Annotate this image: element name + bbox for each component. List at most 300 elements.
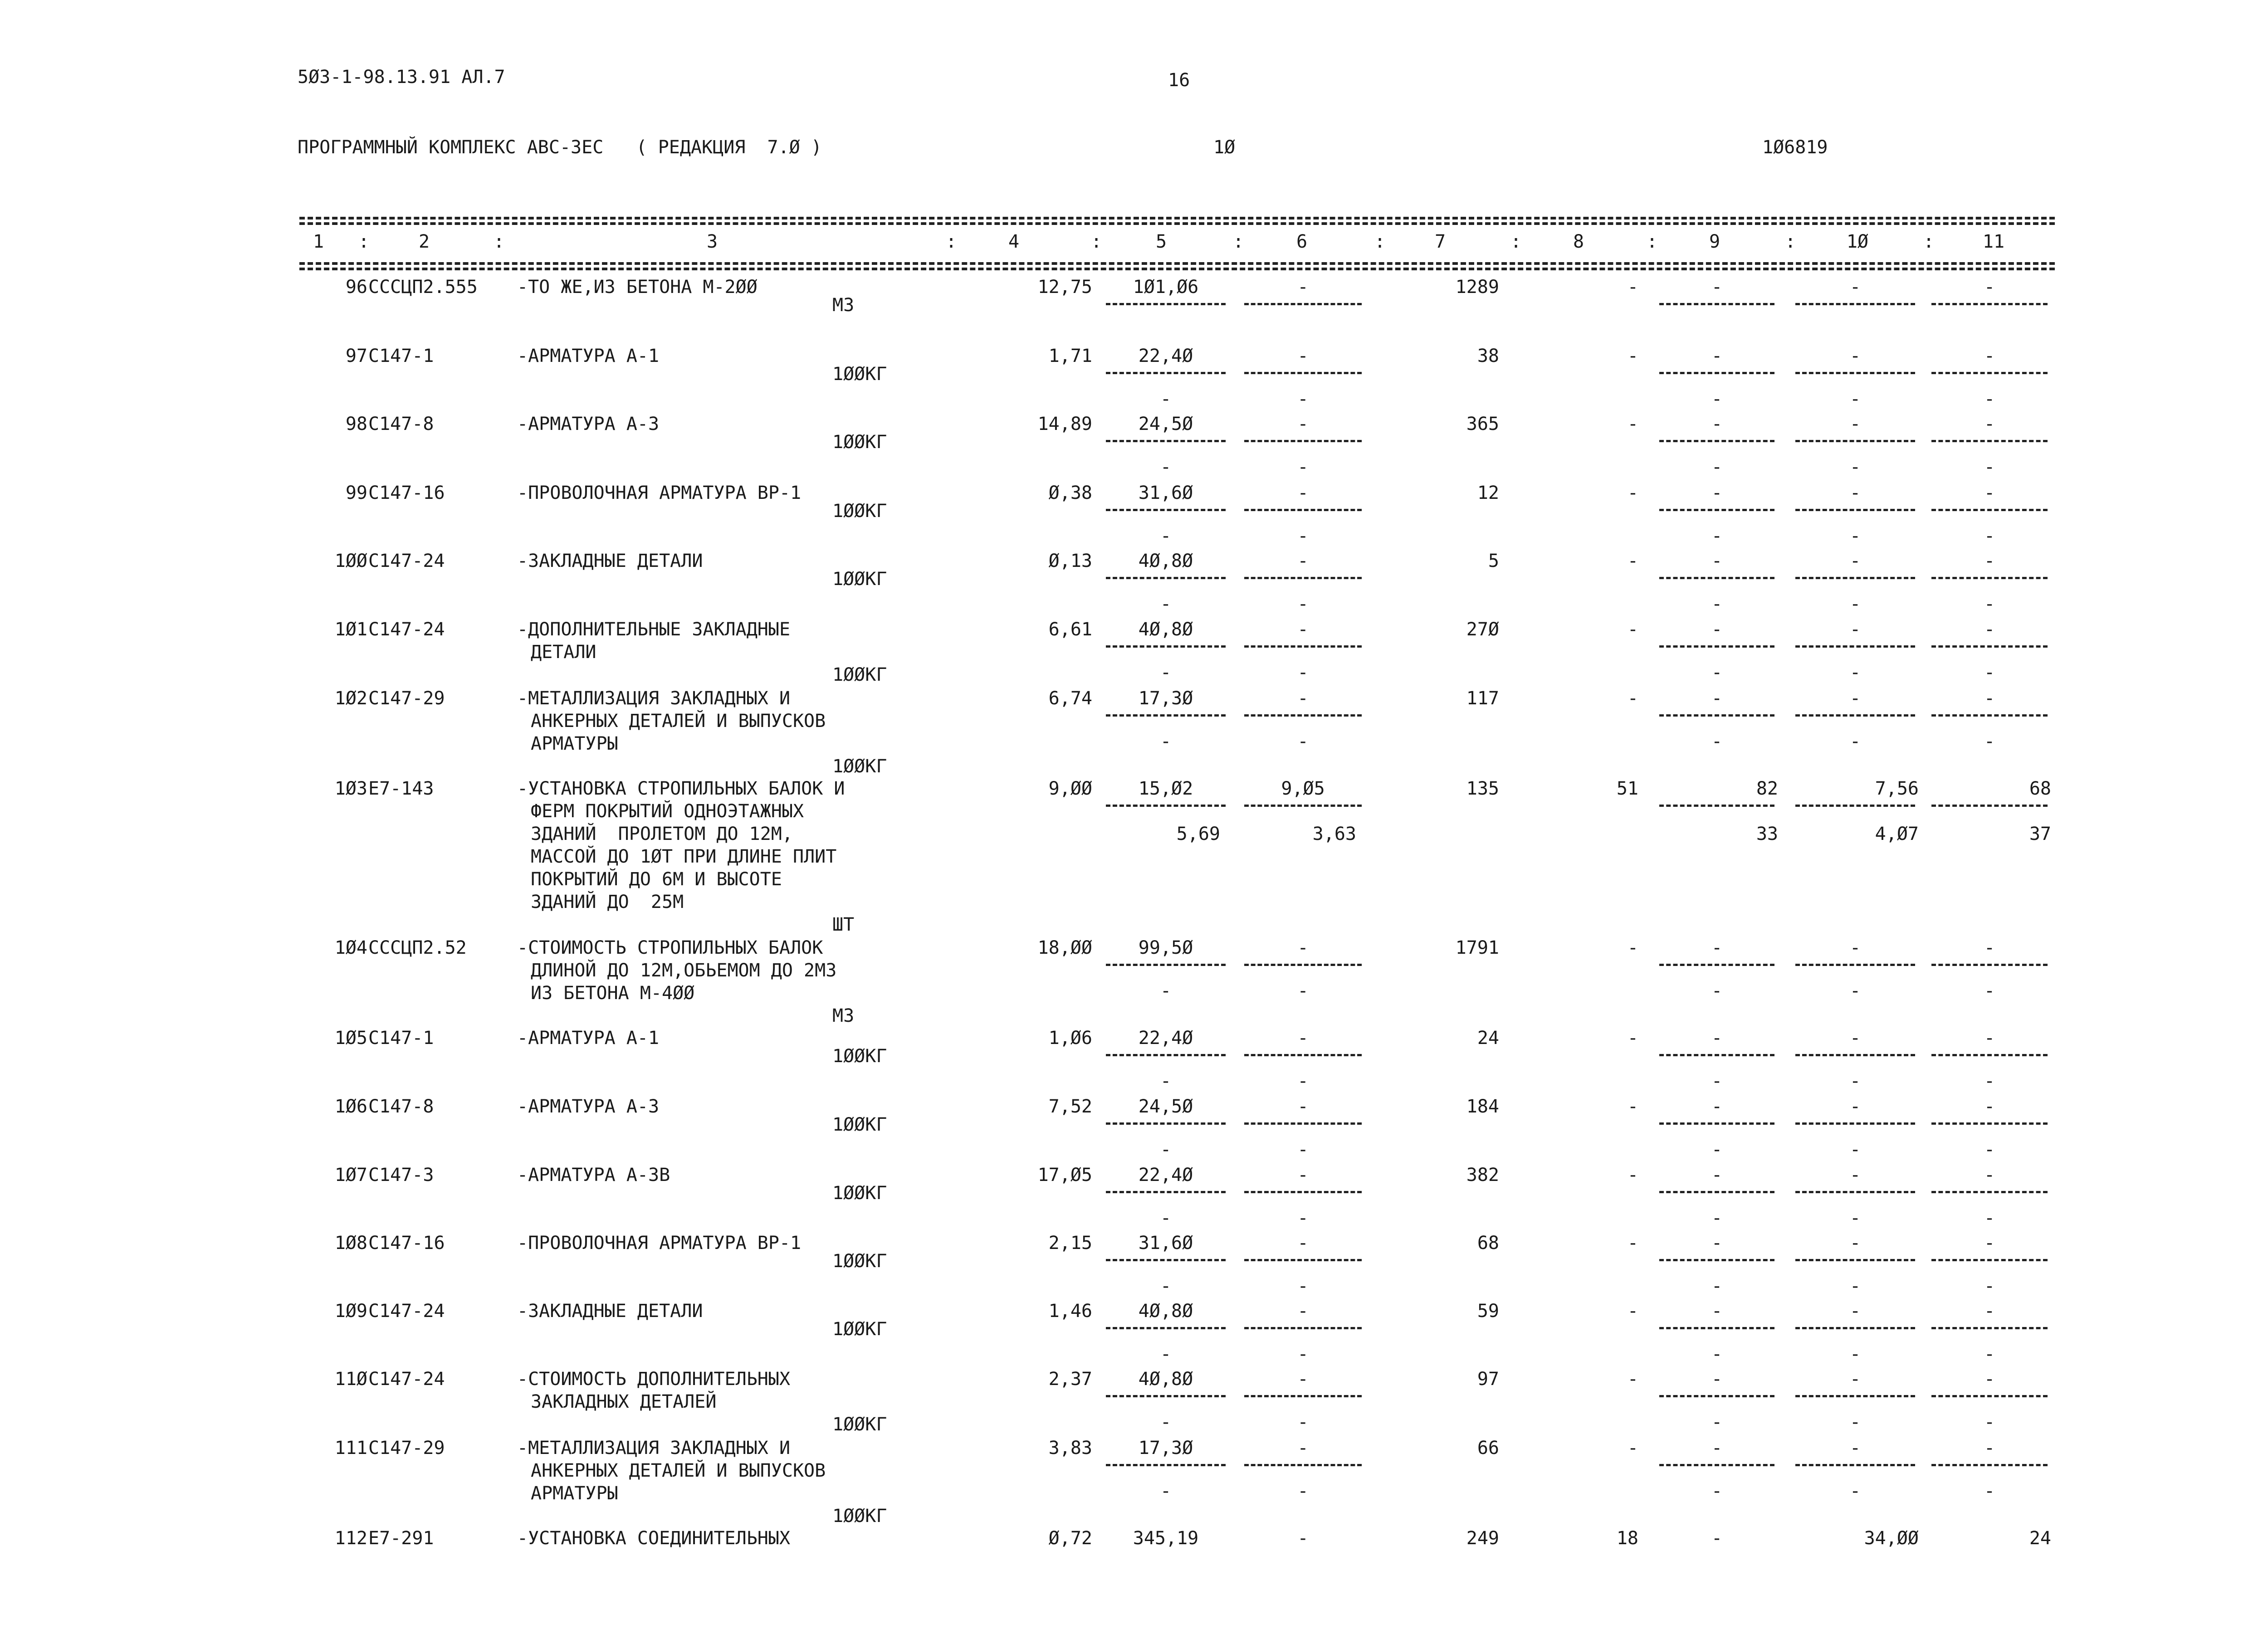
cell-rule [1795, 1054, 1915, 1056]
cell-col-5-secondary: - [1160, 1208, 1172, 1229]
cell-rule [1244, 1054, 1362, 1056]
row-number: 1ØØ [334, 551, 367, 571]
cell-col-7: 97 [1477, 1369, 1499, 1390]
cell-col-6-secondary: - [1297, 1344, 1309, 1365]
column-header-2: 2 [418, 231, 430, 252]
column-header-1: 1 [313, 231, 324, 252]
cell-col-10-secondary: - [1849, 1412, 1861, 1433]
row-code: С147-1 [368, 346, 434, 366]
row-code: СССЦП2.555 [368, 277, 478, 298]
cell-col-9-secondary: - [1711, 389, 1723, 410]
cell-col-10: - [1849, 277, 1861, 298]
cell-col-9-secondary: - [1711, 1344, 1723, 1365]
cell-col-5-secondary: 5,69 [1176, 824, 1220, 844]
row-unit: 1ØØКГ [832, 1046, 887, 1067]
cell-rule [1106, 1464, 1226, 1466]
cell-col-10: - [1849, 1369, 1861, 1390]
cell-col-6-secondary: - [1297, 1071, 1309, 1092]
cell-col-9: - [1711, 1438, 1723, 1459]
row-number: 1Ø3 [334, 778, 367, 799]
cell-col-7: 249 [1466, 1528, 1499, 1549]
cell-col-9: - [1711, 1233, 1723, 1254]
cell-col-9: - [1711, 414, 1723, 434]
cell-rule [1244, 1395, 1362, 1397]
cell-col-4: Ø,13 [1048, 551, 1092, 571]
cell-col-6-secondary: - [1297, 389, 1309, 410]
cell-col-6-secondary: - [1297, 731, 1309, 752]
cell-col-4: 6,74 [1048, 688, 1092, 709]
column-header-8: 8 [1573, 231, 1584, 252]
cell-col-6-secondary: - [1297, 526, 1309, 546]
cell-col-6: - [1297, 1528, 1309, 1549]
cell-col-10-secondary: - [1849, 731, 1861, 752]
cell-col-11: 24 [2029, 1528, 2051, 1549]
cell-rule [1795, 1395, 1915, 1397]
cell-col-8: - [1627, 1301, 1638, 1322]
cell-col-4: 2,15 [1048, 1233, 1092, 1254]
cell-col-8: - [1627, 1028, 1638, 1049]
cell-col-11: - [1984, 346, 1995, 366]
row-code: С147-24 [368, 1369, 445, 1390]
cell-col-9-secondary: - [1711, 1276, 1723, 1297]
cell-col-4: 12,75 [1037, 277, 1092, 298]
column-separator: : [1647, 231, 1658, 252]
row-code: С147-24 [368, 1301, 445, 1322]
cell-col-6-secondary: - [1297, 1276, 1309, 1297]
cell-rule [1244, 440, 1362, 442]
cell-col-9: - [1711, 1301, 1723, 1322]
cell-col-5: 24,5Ø [1138, 1096, 1193, 1117]
cell-col-9-secondary: - [1711, 1139, 1723, 1160]
cell-rule [1106, 303, 1226, 305]
column-header-7: 7 [1434, 231, 1446, 252]
row-unit: М3 [832, 295, 855, 316]
cell-rule [1931, 1191, 2048, 1193]
row-number: 112 [334, 1528, 367, 1549]
cell-rule [1659, 645, 1774, 648]
cell-col-5-secondary: - [1160, 389, 1172, 410]
cell-col-7: 5 [1488, 551, 1499, 571]
column-separator: : [946, 231, 957, 252]
cell-rule [1106, 372, 1226, 374]
cell-col-10-secondary: - [1849, 980, 1861, 1001]
program-line: ПРОГРАММНЫЙ КОМПЛЕКС АВС-3ЕС ( РЕДАКЦИЯ 7.Ø ) [298, 137, 822, 158]
cell-rule [1795, 1191, 1915, 1193]
row-code: С147-16 [368, 1233, 445, 1254]
row-description-line: ДЕТАЛИ [531, 642, 596, 663]
cell-rule [1795, 1464, 1915, 1466]
cell-rule [1795, 509, 1915, 511]
cell-col-7: 27Ø [1466, 619, 1499, 640]
row-code: С147-24 [368, 619, 445, 640]
cell-col-5: 4Ø,8Ø [1138, 551, 1193, 571]
cell-col-6: - [1297, 1369, 1309, 1390]
cell-rule [1795, 1327, 1915, 1329]
cell-col-5-secondary: - [1160, 1276, 1172, 1297]
cell-col-4: 1,71 [1048, 346, 1092, 366]
cell-col-9: - [1711, 483, 1723, 503]
cell-rule [1659, 440, 1774, 442]
cell-col-5: 17,3Ø [1138, 1438, 1193, 1459]
cell-rule [1795, 1259, 1915, 1261]
column-separator: : [1091, 231, 1102, 252]
cell-col-6: - [1297, 1233, 1309, 1254]
cell-rule [1659, 805, 1774, 807]
cell-col-7: 24 [1477, 1028, 1499, 1049]
cell-col-11-secondary: - [1984, 1071, 1995, 1092]
cell-rule [1659, 964, 1774, 966]
table-top-rule [299, 217, 2055, 220]
cell-col-5: 17,3Ø [1138, 688, 1193, 709]
cell-col-11-secondary: - [1984, 594, 1995, 615]
cell-col-11-secondary: - [1984, 731, 1995, 752]
cell-col-9-secondary: 33 [1756, 824, 1778, 844]
cell-col-5: 4Ø,8Ø [1138, 1369, 1193, 1390]
row-description-line: -СТОИМОСТЬ ДОПОЛНИТЕЛЬНЫХ [517, 1369, 791, 1390]
cell-col-11: - [1984, 277, 1995, 298]
cell-col-8: 18 [1616, 1528, 1638, 1549]
cell-col-6: - [1297, 937, 1309, 958]
cell-col-9-secondary: - [1711, 1481, 1723, 1502]
cell-col-6-secondary: - [1297, 662, 1309, 683]
row-unit: 1ØØКГ [832, 1251, 887, 1272]
row-description-line: -МЕТАЛЛИЗАЦИЯ ЗАКЛАДНЫХ И [517, 1438, 791, 1459]
cell-col-5: 15,Ø2 [1138, 778, 1193, 799]
code-number: 1Ø6819 [1762, 137, 1828, 158]
cell-col-5-secondary: - [1160, 457, 1172, 478]
cell-col-5: 22,4Ø [1138, 1165, 1193, 1185]
cell-col-8: - [1627, 551, 1638, 571]
cell-col-11: - [1984, 483, 1995, 503]
cell-rule [1931, 964, 2048, 966]
cell-col-8: - [1627, 1096, 1638, 1117]
cell-col-11: - [1984, 551, 1995, 571]
row-number: 98 [345, 414, 367, 434]
cell-col-11: - [1984, 937, 1995, 958]
cell-col-4: 18,ØØ [1037, 937, 1092, 958]
cell-rule [1106, 645, 1226, 648]
cell-rule [1931, 1464, 2048, 1466]
column-separator: : [358, 231, 370, 252]
cell-col-5: 24,5Ø [1138, 414, 1193, 434]
row-description-line: -ЗАКЛАДНЫЕ ДЕТАЛИ [517, 1301, 703, 1322]
cell-col-7: 382 [1466, 1165, 1499, 1185]
cell-col-9: - [1711, 1028, 1723, 1049]
cell-col-6: - [1297, 1028, 1309, 1049]
row-description-line: -ДОПОЛНИТЕЛЬНЫЕ ЗАКЛАДНЫЕ [517, 619, 791, 640]
cell-col-4: 2,37 [1048, 1369, 1092, 1390]
cell-col-6: - [1297, 346, 1309, 366]
cell-col-11: - [1984, 619, 1995, 640]
cell-rule [1244, 1191, 1362, 1193]
cell-col-5: 31,6Ø [1138, 1233, 1193, 1254]
row-unit: 1ØØКГ [832, 1506, 887, 1527]
row-unit: 1ØØКГ [832, 1183, 887, 1204]
cell-rule [1659, 1122, 1774, 1125]
row-unit: 1ØØКГ [832, 756, 887, 777]
cell-col-6: - [1297, 619, 1309, 640]
cell-rule [1795, 577, 1915, 579]
cell-rule [1795, 440, 1915, 442]
cell-col-5: 1Ø1,Ø6 [1133, 277, 1199, 298]
cell-rule [1659, 1395, 1774, 1397]
cell-col-6: 9,Ø5 [1281, 778, 1325, 799]
cell-col-10: - [1849, 1233, 1861, 1254]
cell-col-6-secondary: - [1297, 980, 1309, 1001]
row-number: 111 [334, 1438, 367, 1459]
cell-col-10: - [1849, 346, 1861, 366]
cell-col-10-secondary: - [1849, 594, 1861, 615]
sheet-number: 1Ø [1213, 137, 1236, 158]
cell-col-8: - [1627, 688, 1638, 709]
cell-col-9: - [1711, 346, 1723, 366]
cell-col-10: - [1849, 1165, 1861, 1185]
row-unit: 1ØØКГ [832, 1414, 887, 1435]
cell-rule [1244, 714, 1362, 717]
cell-col-9-secondary: - [1711, 594, 1723, 615]
cell-col-8: - [1627, 1369, 1638, 1390]
column-header-11: 11 [1982, 231, 2005, 252]
cell-rule [1106, 577, 1226, 579]
cell-col-4: 14,89 [1037, 414, 1092, 434]
cell-rule [1106, 714, 1226, 717]
cell-rule [1931, 440, 2048, 442]
column-separator: : [1233, 231, 1244, 252]
cell-col-9: - [1711, 937, 1723, 958]
row-code: С147-24 [368, 551, 445, 571]
cell-col-8: - [1627, 483, 1638, 503]
cell-rule [1931, 372, 2048, 374]
cell-rule [1106, 805, 1226, 807]
cell-rule [1795, 714, 1915, 717]
cell-col-9: - [1711, 619, 1723, 640]
cell-rule [1931, 303, 2048, 305]
cell-col-11-secondary: - [1984, 1481, 1995, 1502]
cell-col-10: - [1849, 414, 1861, 434]
cell-col-10-secondary: 4,Ø7 [1875, 824, 1919, 844]
cell-col-7: 68 [1477, 1233, 1499, 1254]
cell-col-5-secondary: - [1160, 526, 1172, 546]
row-description-line: -ПРОВОЛОЧНАЯ АРМАТУРА ВР-1 [517, 483, 802, 503]
cell-rule [1659, 1054, 1774, 1056]
row-description-line: -АРМАТУРА А-1 [517, 346, 660, 366]
cell-col-11-secondary: - [1984, 662, 1995, 683]
cell-col-4: 1,46 [1048, 1301, 1092, 1322]
cell-col-11: - [1984, 414, 1995, 434]
cell-col-8: - [1627, 937, 1638, 958]
cell-rule [1244, 303, 1362, 305]
cell-col-9-secondary: - [1711, 526, 1723, 546]
cell-col-6: - [1297, 483, 1309, 503]
cell-col-7: 12 [1477, 483, 1499, 503]
cell-col-9-secondary: - [1711, 1071, 1723, 1092]
cell-col-8: - [1627, 1233, 1638, 1254]
cell-rule [1795, 1122, 1915, 1125]
cell-col-10-secondary: - [1849, 1208, 1861, 1229]
row-number: 1Ø1 [334, 619, 367, 640]
column-header-10: 1Ø [1846, 231, 1869, 252]
cell-rule [1795, 303, 1915, 305]
cell-col-9-secondary: - [1711, 1412, 1723, 1433]
cell-col-10: - [1849, 619, 1861, 640]
row-number: 1Ø5 [334, 1028, 367, 1049]
cell-col-6-secondary: - [1297, 1139, 1309, 1160]
cell-col-6: - [1297, 551, 1309, 571]
cell-col-11-secondary: - [1984, 389, 1995, 410]
cell-col-11-secondary: - [1984, 1412, 1995, 1433]
cell-col-4: 6,61 [1048, 619, 1092, 640]
cell-col-6-secondary: - [1297, 1481, 1309, 1502]
cell-col-6: - [1297, 1165, 1309, 1185]
cell-rule [1106, 440, 1226, 442]
cell-rule [1106, 1395, 1226, 1397]
cell-rule [1106, 1259, 1226, 1261]
cell-col-10: - [1849, 1096, 1861, 1117]
cell-col-7: 1791 [1455, 937, 1499, 958]
cell-rule [1244, 1259, 1362, 1261]
cell-col-9-secondary: - [1711, 662, 1723, 683]
cell-col-11: - [1984, 1233, 1995, 1254]
row-number: 1Ø2 [334, 688, 367, 709]
cell-rule [1106, 509, 1226, 511]
column-separator: : [1923, 231, 1935, 252]
column-separator: : [1785, 231, 1796, 252]
cell-rule [1931, 509, 2048, 511]
cell-col-4: 17,Ø5 [1037, 1165, 1092, 1185]
column-separator: : [1510, 231, 1522, 252]
cell-rule [1659, 372, 1774, 374]
cell-rule [1244, 1327, 1362, 1329]
cell-col-10-secondary: - [1849, 389, 1861, 410]
row-number: 97 [345, 346, 367, 366]
cell-col-10-secondary: - [1849, 526, 1861, 546]
cell-col-11-secondary: - [1984, 1208, 1995, 1229]
cell-rule [1106, 964, 1226, 966]
cell-col-10-secondary: - [1849, 1481, 1861, 1502]
cell-col-11-secondary: - [1984, 1276, 1995, 1297]
cell-col-11-secondary: - [1984, 980, 1995, 1001]
cell-col-6: - [1297, 1438, 1309, 1459]
cell-col-7: 66 [1477, 1438, 1499, 1459]
cell-col-9: - [1711, 688, 1723, 709]
cell-col-10-secondary: - [1849, 1071, 1861, 1092]
cell-col-10: - [1849, 483, 1861, 503]
cell-rule [1931, 1395, 2048, 1397]
cell-rule [1931, 1122, 2048, 1125]
cell-col-4: 1,Ø6 [1048, 1028, 1092, 1049]
cell-col-4: 7,52 [1048, 1096, 1092, 1117]
cell-col-11-secondary: - [1984, 526, 1995, 546]
cell-col-10-secondary: - [1849, 1344, 1861, 1365]
row-code: С147-8 [368, 1096, 434, 1117]
row-description-line: -АРМАТУРА А-3 [517, 1096, 660, 1117]
cell-col-4: 9,ØØ [1048, 778, 1092, 799]
cell-col-10: - [1849, 1438, 1861, 1459]
cell-rule [1659, 577, 1774, 579]
cell-col-5-secondary: - [1160, 1344, 1172, 1365]
cell-col-9: - [1711, 1528, 1723, 1549]
cell-col-4: Ø,72 [1048, 1528, 1092, 1549]
cell-col-5-secondary: - [1160, 594, 1172, 615]
cell-col-4: 3,83 [1048, 1438, 1092, 1459]
cell-col-5-secondary: - [1160, 731, 1172, 752]
row-description-line: -ПРОВОЛОЧНАЯ АРМАТУРА ВР-1 [517, 1233, 802, 1254]
cell-rule [1244, 805, 1362, 807]
row-code: Е7-291 [368, 1528, 434, 1549]
row-unit: 1ØØКГ [832, 1114, 887, 1135]
cell-rule [1795, 645, 1915, 648]
row-unit: ШТ [832, 914, 855, 935]
column-header-9: 9 [1709, 231, 1721, 252]
row-unit: 1ØØКГ [832, 501, 887, 522]
cell-rule [1795, 964, 1915, 966]
row-description-line: -ЗАКЛАДНЫЕ ДЕТАЛИ [517, 551, 703, 571]
cell-col-7: 184 [1466, 1096, 1499, 1117]
row-number: 99 [345, 483, 367, 503]
row-description-line: ЗДАНИЙ ДО 25М [531, 892, 684, 912]
cell-col-5-secondary: - [1160, 980, 1172, 1001]
cell-col-11: - [1984, 1096, 1995, 1117]
cell-col-5: 22,4Ø [1138, 1028, 1193, 1049]
cell-col-7: 117 [1466, 688, 1499, 709]
cell-col-11: 68 [2029, 778, 2051, 799]
cell-col-5: 99,5Ø [1138, 937, 1193, 958]
cell-rule [1659, 1259, 1774, 1261]
cell-col-8: - [1627, 619, 1638, 640]
cell-rule [1659, 303, 1774, 305]
cell-col-5-secondary: - [1160, 1071, 1172, 1092]
row-unit: 1ØØКГ [832, 432, 887, 453]
cell-rule [1659, 509, 1774, 511]
cell-col-10: - [1849, 551, 1861, 571]
cell-col-6-secondary: - [1297, 1412, 1309, 1433]
row-number: 1Ø8 [334, 1233, 367, 1254]
column-header-3: 3 [706, 231, 718, 252]
cell-rule [1244, 509, 1362, 511]
cell-rule [1106, 1054, 1226, 1056]
row-description-line: -УСТАНОВКА СОЕДИНИТЕЛЬНЫХ [517, 1528, 791, 1549]
row-description-line: -ТО ЖЕ,ИЗ БЕТОНА М-2ØØ [517, 277, 758, 298]
cell-col-6: - [1297, 1096, 1309, 1117]
row-code: С147-1 [368, 1028, 434, 1049]
row-code: С147-29 [368, 1438, 445, 1459]
column-separator: : [1374, 231, 1386, 252]
cell-col-4: Ø,38 [1048, 483, 1092, 503]
row-description-line: АРМАТУРЫ [531, 733, 618, 754]
cell-col-8: - [1627, 1165, 1638, 1185]
row-code: СССЦП2.52 [368, 937, 467, 958]
cell-col-10-secondary: - [1849, 457, 1861, 478]
cell-col-5-secondary: - [1160, 1139, 1172, 1160]
cell-col-6-secondary: 3,63 [1312, 824, 1356, 844]
column-header-5: 5 [1155, 231, 1167, 252]
row-description-line: АНКЕРНЫХ ДЕТАЛЕЙ И ВЫПУСКОВ [531, 711, 826, 732]
cell-rule [1244, 964, 1362, 966]
row-description-line: АНКЕРНЫХ ДЕТАЛЕЙ И ВЫПУСКОВ [531, 1460, 826, 1481]
cell-col-7: 59 [1477, 1301, 1499, 1322]
cell-col-11-secondary: 37 [2029, 824, 2051, 844]
column-separator: : [494, 231, 505, 252]
row-description-line: -СТОИМОСТЬ СТРОПИЛЬНЫХ БАЛОК [517, 937, 823, 958]
row-description-line: -АРМАТУРА А-1 [517, 1028, 660, 1049]
cell-rule [1659, 714, 1774, 717]
cell-rule [1659, 1464, 1774, 1466]
row-description-line: ДЛИНОЙ ДО 12М,ОБЬЕМОМ ДО 2М3 [531, 960, 837, 981]
cell-col-10: 7,56 [1875, 778, 1919, 799]
cell-rule [1931, 577, 2048, 579]
cell-rule [1931, 805, 2048, 807]
row-description-line: ФЕРМ ПОКРЫТИЙ ОДНОЭТАЖНЫХ [531, 801, 804, 822]
